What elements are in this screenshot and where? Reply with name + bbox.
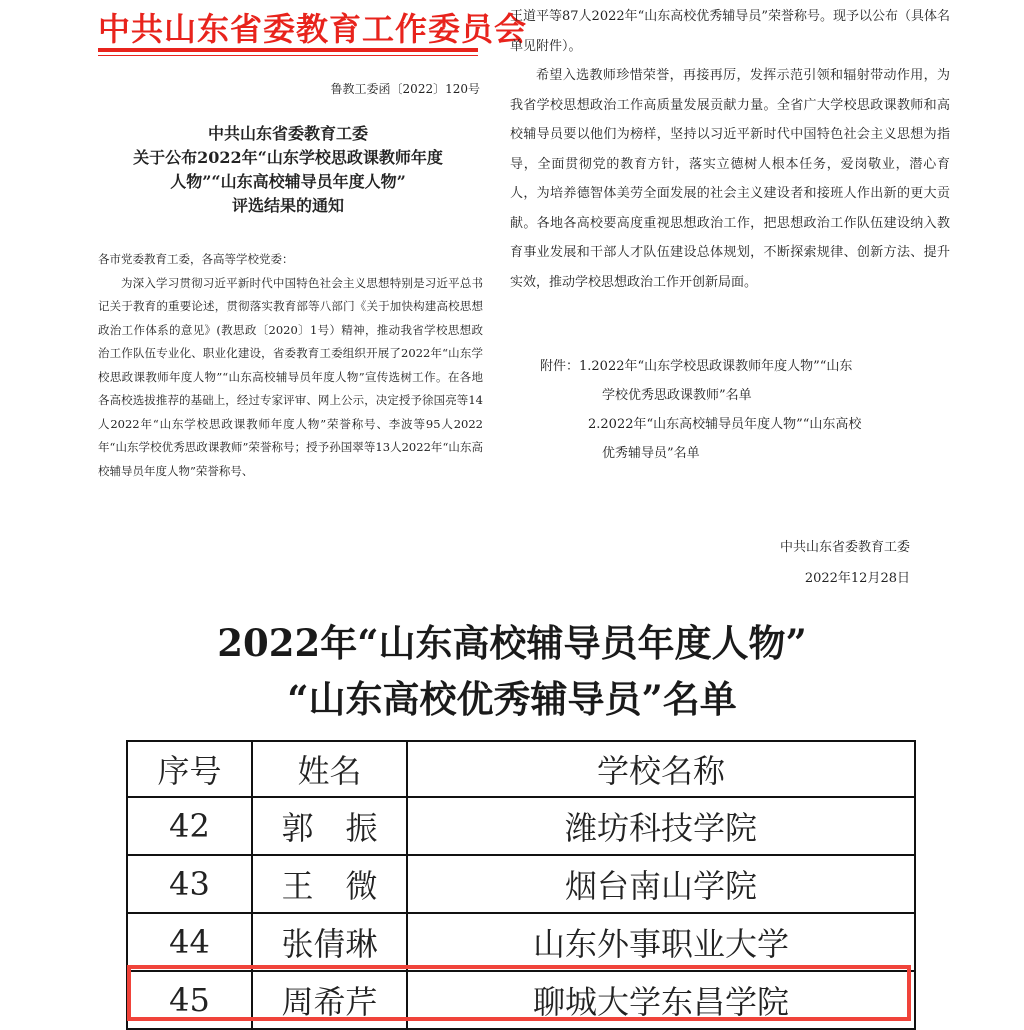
attachment-item: 附件：1.2022年“山东学校思政课教师年度人物”“山东	[540, 359, 853, 374]
cell-school: 山东外事职业大学	[407, 913, 915, 971]
cell-number: 42	[127, 797, 252, 855]
salutation: 各市党委教育工委，各高等学校党委：	[98, 252, 294, 266]
letterhead: 中共山东省委教育工作委员会	[98, 10, 528, 48]
cell-number: 43	[127, 855, 252, 913]
cell-school: 潍坊科技学院	[407, 797, 915, 855]
signature-date: 2022年12月28日	[804, 571, 910, 586]
notice-title-line: 关于公布2022年“山东学校思政课教师年度	[133, 148, 443, 167]
notice-title	[98, 122, 478, 218]
signature: 中共山东省委教育工委	[779, 540, 910, 555]
column-header: 学校名称	[407, 741, 915, 797]
attachments	[540, 352, 940, 468]
body-paragraph: 王道平等87人2022年“山东高校优秀辅导员”荣誉称号。现予以公布（具体名单见附件）。	[510, 9, 950, 54]
list-title-line: “山东高校优秀辅导员”名单	[287, 677, 737, 721]
letterhead-rule-thin	[98, 55, 478, 56]
cell-school: 聊城大学东昌学院	[407, 971, 915, 1029]
cell-name: 王 微	[252, 855, 407, 913]
table-row	[127, 913, 915, 971]
notice-title-line: 中共山东省委教育工委	[207, 124, 368, 143]
body-paragraph: 为深入学习贯彻习近平新时代中国特色社会主义思想特别是习近平总书记关于教育的重要论述，贯彻落实教育部等八部门《关于加快构建高校思想政治工作体系的意见》(教思政〔2020〕1号）精神，推动我省学校思想政治工作队伍专业化、职业化建设，省委教育工委组织开展了2022年“山东学校思政课教师年度人物”“山东高校辅导员年度人物”宣传选树工作。在各地各高校选拔推荐的基础上，经过专家评审、网上公示，决定授予徐国亮等14人2022年“山东学校思政课教师年度人物”荣誉称号、李波等95人2022年“山东学校优秀思政课教师”荣誉称号；授予孙国翠等13人2022年“山东高校辅导员年度人物”荣誉称号、	[98, 275, 483, 478]
cell-number: 45	[127, 971, 252, 1029]
column-header: 姓名	[252, 741, 407, 797]
highlight-box	[127, 965, 911, 1021]
document-number: 鲁教工委函〔2022〕120号	[330, 82, 480, 96]
table-header-row	[127, 741, 915, 797]
list-title-line: 2022年“山东高校辅导员年度人物”	[217, 621, 807, 665]
cell-name: 郭 振	[252, 797, 407, 855]
table-row	[127, 855, 915, 913]
notice-body-left	[98, 248, 483, 483]
column-header: 序号	[127, 741, 252, 797]
cell-name: 张倩琳	[252, 913, 407, 971]
cell-name: 周希芹	[252, 971, 407, 1029]
letterhead-rule	[98, 48, 478, 52]
cell-number: 44	[127, 913, 252, 971]
notice-title-line: 评选结果的通知	[231, 196, 344, 215]
notice-title-line: 人物”“山东高校辅导员年度人物”	[170, 172, 406, 191]
attachment-item-cont: 优秀辅导员”名单	[602, 446, 700, 461]
table-row	[127, 797, 915, 855]
attachment-item-cont: 学校优秀思政课教师”名单	[602, 388, 752, 403]
list-title	[100, 615, 924, 727]
signature-block	[700, 532, 910, 594]
cell-school: 烟台南山学院	[407, 855, 915, 913]
notice-body-right	[510, 2, 950, 297]
attachment-item: 2.2022年“山东高校辅导员年度人物”“山东高校	[588, 417, 862, 432]
body-paragraph: 希望入选教师珍惜荣誉，再接再厉，发挥示范引领和辐射带动作用，为我省学校思想政治工作高质量发展贡献力量。全省广大学校思政课教师和高校辅导员要以他们为榜样，坚持以习近平新时代中国特色社会主义思想为指导，全面贯彻党的教育方针，落实立德树人根本任务，爱岗敬业，潜心育人，为培养德智体美劳全面发展的社会主义建设者和接班人作出新的更大贡献。各地各高校要高度重视思想政治工作，把思想政治工作队伍建设纳入教育事业发展和干部人才队伍建设总体规划，不断探索规律、创新方法、提升实效，推动学校思想政治工作开创新局面。	[510, 68, 950, 290]
